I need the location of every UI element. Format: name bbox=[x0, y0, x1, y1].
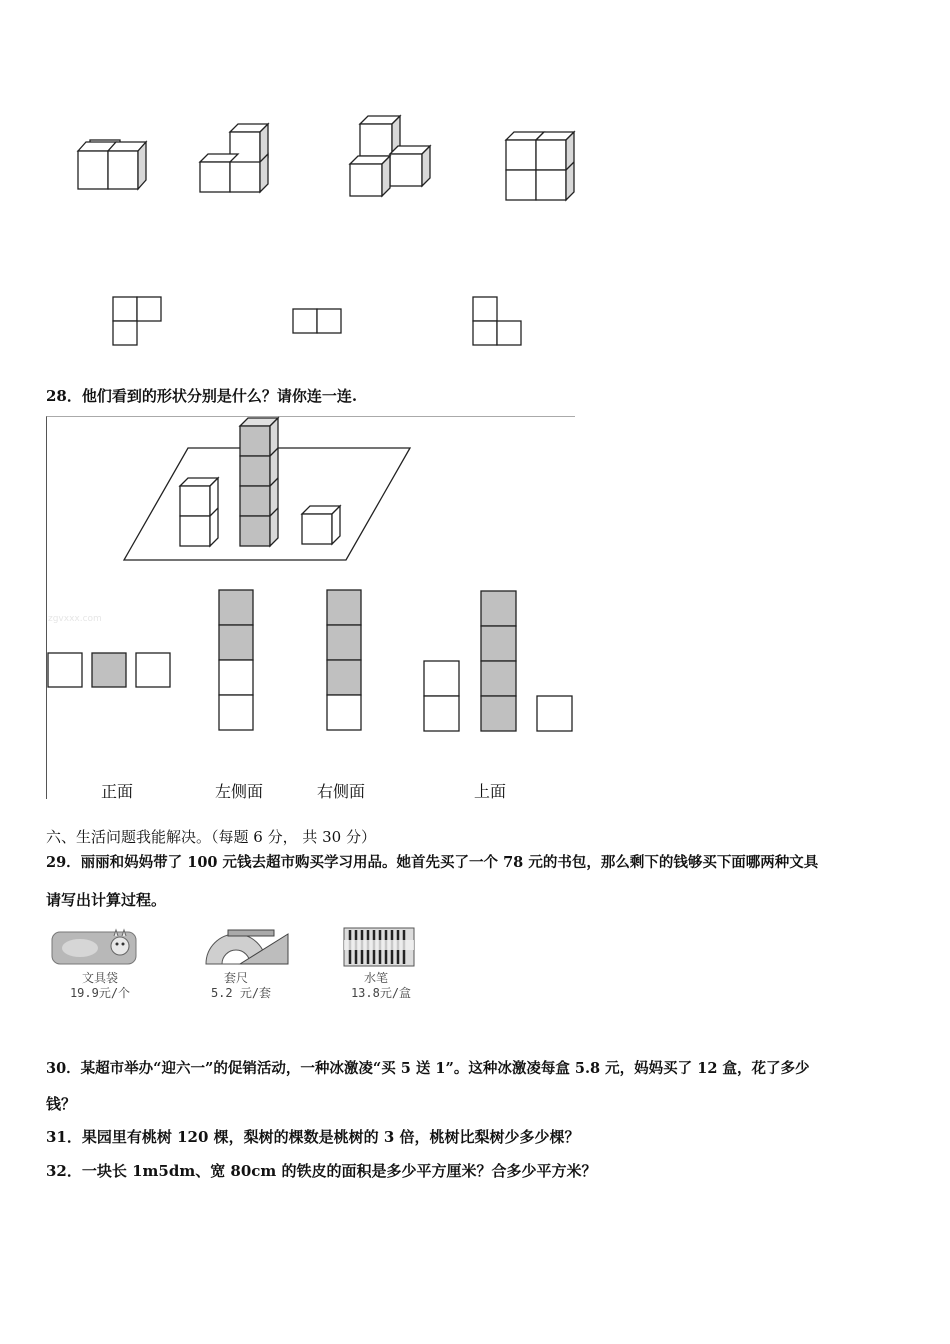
item-3-name: 水笔 bbox=[363, 971, 388, 985]
question-29-line1: 29．丽丽和妈妈带了 100 元钱去超市购买学习用品。她首先买了一个 78 元的书包，那么剩下的钱够买下面哪两种文具 bbox=[46, 854, 819, 871]
view-shape-c bbox=[470, 294, 530, 354]
label-front: 正面 bbox=[101, 782, 134, 801]
view-shape-a bbox=[110, 294, 170, 354]
item-2-price: 5.2 元/套 bbox=[210, 986, 272, 1000]
item-3-price: 13.8元/盒 bbox=[350, 986, 412, 1000]
view-right bbox=[325, 588, 365, 733]
question-30-line2: 钱？ bbox=[46, 1095, 77, 1113]
cube-figure-2 bbox=[196, 120, 276, 200]
pens-box-image bbox=[342, 926, 422, 968]
cube-figure-4 bbox=[502, 128, 582, 208]
item-2-name: 套尺 bbox=[223, 971, 248, 985]
view-shape-b bbox=[290, 306, 350, 346]
question-31: 31．果园里有桃树 120 棵，梨树的棵数是桃树的 3 倍，桃树比梨树少多少棵？ bbox=[46, 1128, 580, 1146]
item-1-name: 文具袋 bbox=[81, 971, 118, 985]
cube-figure-3 bbox=[346, 112, 436, 202]
watermark: zgvxxx.com bbox=[48, 614, 102, 624]
view-top bbox=[420, 590, 580, 735]
question-29-line2: 请写出计算过程。 bbox=[46, 891, 167, 909]
view-left bbox=[217, 588, 257, 733]
view-front bbox=[46, 652, 176, 692]
question-32: 32．一块长 1m5dm、宽 80cm 的铁皮的面积是多少平方厘米？合多少平方米？ bbox=[46, 1162, 597, 1180]
question-30-line1: 30．某超市举办“迎六一”的促销活动，一种冰激凌“买 5 送 1”。这种冰激凌每盒 5.8 元，妈妈买了 12 盒，花了多少 bbox=[46, 1060, 810, 1077]
item-1-price: 19.9元/个 bbox=[69, 986, 131, 1000]
label-left: 左侧面 bbox=[215, 782, 264, 801]
section-6-title: 六、生活问题我能解决。（每题 6 分， 共 30 分） bbox=[46, 828, 376, 846]
cube-figure-1 bbox=[72, 136, 152, 196]
ruler-set-image bbox=[200, 928, 290, 968]
label-top: 上面 bbox=[474, 782, 507, 801]
pencil-case-image bbox=[50, 928, 140, 968]
question-28: 28．他们看到的形状分别是什么？请你连一连. bbox=[46, 387, 358, 405]
label-right: 右侧面 bbox=[317, 782, 366, 801]
